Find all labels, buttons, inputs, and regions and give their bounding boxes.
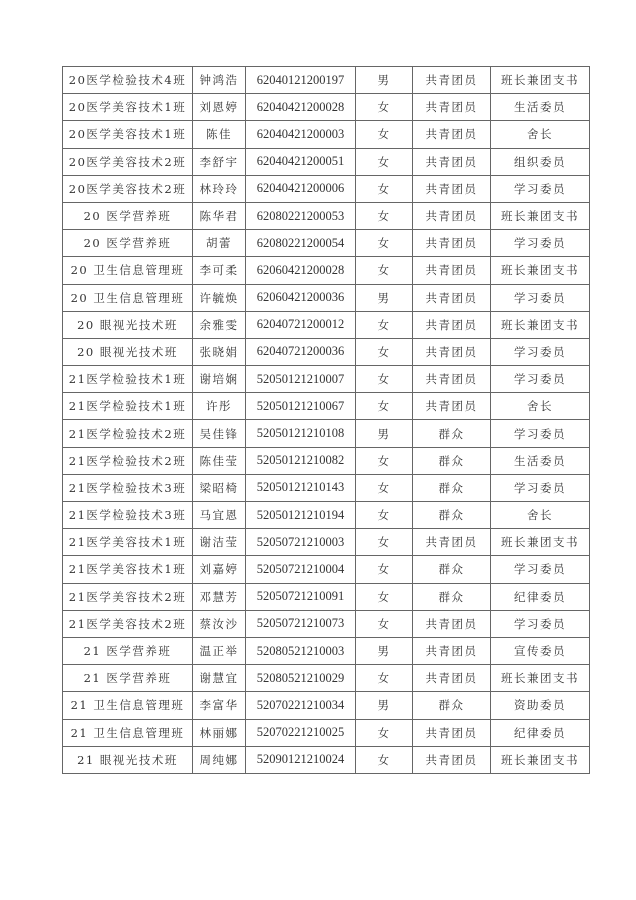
political-status-cell: 共青团员 (413, 637, 491, 664)
gender-cell: 女 (356, 610, 413, 637)
student-id-cell: 62040721200036 (246, 338, 356, 365)
name-cell: 谢慧宜 (193, 665, 246, 692)
table-row (63, 556, 590, 583)
political-status-cell: 群众 (413, 420, 491, 447)
table-row (63, 474, 590, 501)
position-cell: 学习委员 (491, 338, 590, 365)
political-status-cell: 群众 (413, 474, 491, 501)
political-status-cell: 共青团员 (413, 257, 491, 284)
class-cell: 21医学检验技术3班 (63, 474, 193, 501)
class-cell: 21医学检验技术1班 (63, 393, 193, 420)
political-status-cell: 共青团员 (413, 610, 491, 637)
position-cell: 资助委员 (491, 692, 590, 719)
position-cell: 纪律委员 (491, 719, 590, 746)
table-row (63, 338, 590, 365)
position-cell: 班长兼团支书 (491, 67, 590, 94)
position-cell: 舍长 (491, 502, 590, 529)
gender-cell: 女 (356, 311, 413, 338)
gender-cell: 女 (356, 474, 413, 501)
name-cell: 李舒宇 (193, 148, 246, 175)
political-status-cell: 群众 (413, 692, 491, 719)
gender-cell: 女 (356, 202, 413, 229)
student-id-cell: 52070221210025 (246, 719, 356, 746)
position-cell: 班长兼团支书 (491, 529, 590, 556)
gender-cell: 男 (356, 67, 413, 94)
political-status-cell: 共青团员 (413, 366, 491, 393)
gender-cell: 女 (356, 529, 413, 556)
student-id-cell: 52050721210003 (246, 529, 356, 556)
gender-cell: 女 (356, 257, 413, 284)
position-cell: 宣传委员 (491, 637, 590, 664)
table-row (63, 94, 590, 121)
table-row (63, 284, 590, 311)
position-cell: 学习委员 (491, 474, 590, 501)
table-row (63, 665, 590, 692)
student-id-cell: 62060421200036 (246, 284, 356, 311)
class-cell: 20医学美容技术1班 (63, 121, 193, 148)
table-row (63, 746, 590, 773)
political-status-cell: 共青团员 (413, 719, 491, 746)
name-cell: 林玲玲 (193, 175, 246, 202)
political-status-cell: 共青团员 (413, 230, 491, 257)
name-cell: 许毓焕 (193, 284, 246, 311)
name-cell: 吴佳锋 (193, 420, 246, 447)
student-id-cell: 62040721200012 (246, 311, 356, 338)
name-cell: 温正举 (193, 637, 246, 664)
position-cell: 学习委员 (491, 284, 590, 311)
political-status-cell: 共青团员 (413, 746, 491, 773)
table-row (63, 202, 590, 229)
gender-cell: 女 (356, 393, 413, 420)
gender-cell: 女 (356, 338, 413, 365)
political-status-cell: 共青团员 (413, 338, 491, 365)
name-cell: 李富华 (193, 692, 246, 719)
position-cell: 学习委员 (491, 610, 590, 637)
class-cell: 20 眼视光技术班 (63, 311, 193, 338)
class-cell: 20 眼视光技术班 (63, 338, 193, 365)
name-cell: 陈佳 (193, 121, 246, 148)
table-row (63, 637, 590, 664)
political-status-cell: 共青团员 (413, 393, 491, 420)
student-id-cell: 52050121210067 (246, 393, 356, 420)
student-id-cell: 52050121210007 (246, 366, 356, 393)
class-cell: 21医学美容技术1班 (63, 529, 193, 556)
political-status-cell: 共青团员 (413, 284, 491, 311)
student-id-cell: 52080521210003 (246, 637, 356, 664)
position-cell: 学习委员 (491, 556, 590, 583)
political-status-cell: 群众 (413, 556, 491, 583)
student-id-cell: 52080521210029 (246, 665, 356, 692)
table-row (63, 502, 590, 529)
name-cell: 林丽娜 (193, 719, 246, 746)
position-cell: 学习委员 (491, 175, 590, 202)
table-row (63, 121, 590, 148)
gender-cell: 女 (356, 746, 413, 773)
position-cell: 生活委员 (491, 447, 590, 474)
position-cell: 班长兼团支书 (491, 746, 590, 773)
political-status-cell: 群众 (413, 583, 491, 610)
gender-cell: 男 (356, 420, 413, 447)
table-row (63, 175, 590, 202)
position-cell: 学习委员 (491, 420, 590, 447)
position-cell: 班长兼团支书 (491, 311, 590, 338)
position-cell: 舍长 (491, 393, 590, 420)
class-cell: 20 医学营养班 (63, 230, 193, 257)
political-status-cell: 共青团员 (413, 94, 491, 121)
student-id-cell: 52050121210143 (246, 474, 356, 501)
table-row (63, 692, 590, 719)
name-cell: 余雅雯 (193, 311, 246, 338)
gender-cell: 女 (356, 366, 413, 393)
gender-cell: 女 (356, 447, 413, 474)
position-cell: 班长兼团支书 (491, 257, 590, 284)
gender-cell: 男 (356, 637, 413, 664)
table-row (63, 366, 590, 393)
name-cell: 胡蕾 (193, 230, 246, 257)
position-cell: 班长兼团支书 (491, 665, 590, 692)
table-row (63, 393, 590, 420)
gender-cell: 男 (356, 284, 413, 311)
student-id-cell: 52050121210108 (246, 420, 356, 447)
name-cell: 张晓娟 (193, 338, 246, 365)
political-status-cell: 共青团员 (413, 529, 491, 556)
class-cell: 21 医学营养班 (63, 665, 193, 692)
gender-cell: 女 (356, 230, 413, 257)
student-roster-table (62, 66, 590, 774)
position-cell: 班长兼团支书 (491, 202, 590, 229)
table-row (63, 610, 590, 637)
name-cell: 钟鸿浩 (193, 67, 246, 94)
gender-cell: 女 (356, 665, 413, 692)
class-cell: 20 医学营养班 (63, 202, 193, 229)
class-cell: 20医学检验技术4班 (63, 67, 193, 94)
gender-cell: 女 (356, 148, 413, 175)
name-cell: 刘嘉婷 (193, 556, 246, 583)
student-id-cell: 62040421200028 (246, 94, 356, 121)
class-cell: 20 卫生信息管理班 (63, 284, 193, 311)
name-cell: 陈华君 (193, 202, 246, 229)
name-cell: 蔡汝沙 (193, 610, 246, 637)
student-id-cell: 62060421200028 (246, 257, 356, 284)
student-id-cell: 62080221200053 (246, 202, 356, 229)
position-cell: 纪律委员 (491, 583, 590, 610)
political-status-cell: 共青团员 (413, 148, 491, 175)
class-cell: 20医学美容技术2班 (63, 175, 193, 202)
table-row (63, 311, 590, 338)
roster-body (63, 67, 590, 774)
student-id-cell: 62080221200054 (246, 230, 356, 257)
gender-cell: 女 (356, 502, 413, 529)
political-status-cell: 共青团员 (413, 67, 491, 94)
position-cell: 学习委员 (491, 366, 590, 393)
name-cell: 谢培娴 (193, 366, 246, 393)
table-row (63, 148, 590, 175)
name-cell: 刘恩婷 (193, 94, 246, 121)
class-cell: 21医学检验技术2班 (63, 447, 193, 474)
table-row (63, 719, 590, 746)
student-id-cell: 62040121200197 (246, 67, 356, 94)
name-cell: 邓慧芳 (193, 583, 246, 610)
name-cell: 陈佳莹 (193, 447, 246, 474)
position-cell: 生活委员 (491, 94, 590, 121)
political-status-cell: 群众 (413, 502, 491, 529)
class-cell: 21医学美容技术2班 (63, 610, 193, 637)
class-cell: 21医学美容技术2班 (63, 583, 193, 610)
student-id-cell: 52050721210073 (246, 610, 356, 637)
table-row (63, 67, 590, 94)
gender-cell: 女 (356, 175, 413, 202)
position-cell: 学习委员 (491, 230, 590, 257)
student-id-cell: 52050121210082 (246, 447, 356, 474)
table-row (63, 529, 590, 556)
class-cell: 21医学检验技术3班 (63, 502, 193, 529)
class-cell: 20 卫生信息管理班 (63, 257, 193, 284)
student-id-cell: 52070221210034 (246, 692, 356, 719)
political-status-cell: 共青团员 (413, 311, 491, 338)
political-status-cell: 共青团员 (413, 202, 491, 229)
student-id-cell: 52090121210024 (246, 746, 356, 773)
class-cell: 20医学美容技术2班 (63, 148, 193, 175)
gender-cell: 女 (356, 583, 413, 610)
gender-cell: 女 (356, 556, 413, 583)
gender-cell: 女 (356, 121, 413, 148)
political-status-cell: 共青团员 (413, 175, 491, 202)
table-row (63, 420, 590, 447)
name-cell: 谢洁莹 (193, 529, 246, 556)
political-status-cell: 共青团员 (413, 121, 491, 148)
gender-cell: 女 (356, 94, 413, 121)
class-cell: 21 卫生信息管理班 (63, 719, 193, 746)
student-id-cell: 52050721210004 (246, 556, 356, 583)
position-cell: 组织委员 (491, 148, 590, 175)
table-row (63, 447, 590, 474)
class-cell: 21 卫生信息管理班 (63, 692, 193, 719)
name-cell: 马宜恩 (193, 502, 246, 529)
table-row (63, 583, 590, 610)
class-cell: 20医学美容技术1班 (63, 94, 193, 121)
student-id-cell: 62040421200051 (246, 148, 356, 175)
student-id-cell: 62040421200006 (246, 175, 356, 202)
class-cell: 21 眼视光技术班 (63, 746, 193, 773)
student-id-cell: 62040421200003 (246, 121, 356, 148)
position-cell: 舍长 (491, 121, 590, 148)
name-cell: 周纯娜 (193, 746, 246, 773)
political-status-cell: 共青团员 (413, 665, 491, 692)
class-cell: 21医学检验技术1班 (63, 366, 193, 393)
student-id-cell: 52050121210194 (246, 502, 356, 529)
class-cell: 21医学美容技术1班 (63, 556, 193, 583)
gender-cell: 女 (356, 719, 413, 746)
name-cell: 李可柔 (193, 257, 246, 284)
name-cell: 许彤 (193, 393, 246, 420)
gender-cell: 男 (356, 692, 413, 719)
table-row (63, 230, 590, 257)
student-id-cell: 52050721210091 (246, 583, 356, 610)
name-cell: 梁昭椅 (193, 474, 246, 501)
class-cell: 21 医学营养班 (63, 637, 193, 664)
class-cell: 21医学检验技术2班 (63, 420, 193, 447)
political-status-cell: 群众 (413, 447, 491, 474)
table-row (63, 257, 590, 284)
